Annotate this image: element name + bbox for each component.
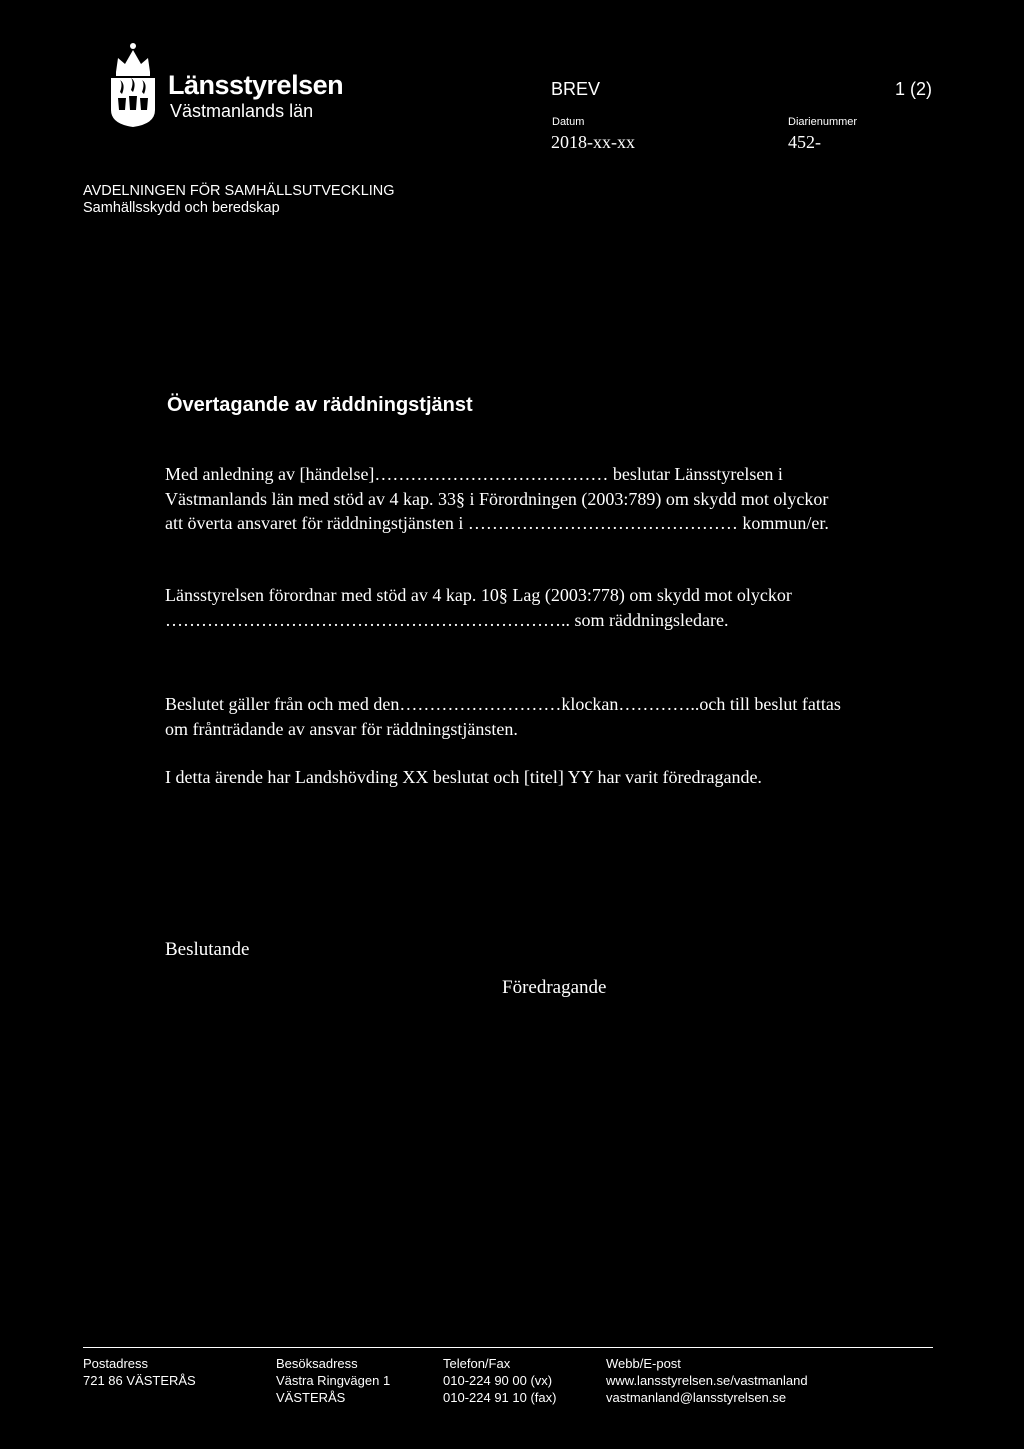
footer-phone-fax: 010-224 91 10 (fax) [443, 1390, 557, 1405]
document-title: Övertagande av räddningstjänst [167, 394, 473, 416]
footer-phone-label: Telefon/Fax [443, 1356, 511, 1371]
paragraph-takeover-decision: Med anledning av [händelse]………………………………… beslutar Länsstyrelsen i Västmanlands län med stöd av 4 kap. 33§ i Förordningen (2003:789) om skydd mot olyckor att överta ansvaret för räddningstjänsten i ……………………………………… kommun/er. [165, 464, 829, 533]
footer-visit-label: Besöksadress [276, 1356, 358, 1371]
footer-postal-label: Postadress [83, 1356, 149, 1371]
signature-decider: Beslutande [165, 939, 250, 960]
footer-phone [443, 1355, 556, 1406]
footer-postal [83, 1355, 196, 1389]
footer-web-label: Webb/E-post [606, 1356, 681, 1371]
footer-email-link[interactable]: vastmanland@lansstyrelsen.se [606, 1390, 787, 1405]
org-subtitle: Västmanlands län [170, 101, 314, 121]
org-name: Länsstyrelsen [168, 70, 344, 100]
footer-visit [276, 1355, 390, 1406]
signature-presenter: Föredragande [502, 977, 607, 998]
footer-visit-city: VÄSTERÅS [276, 1390, 346, 1405]
lansstyrelsen-crest-logo [106, 38, 160, 128]
footer-web-link[interactable]: www.lansstyrelsen.se/vastmanland [606, 1373, 808, 1388]
footer-phone-switchboard: 010-224 90 00 (vx) [443, 1373, 553, 1388]
date-value: 2018-xx-xx [551, 132, 635, 152]
footer-postal-value: 721 86 VÄSTERÅS [83, 1373, 196, 1388]
department-name: AVDELNINGEN FÖR SAMHÄLLSUTVECKLING [83, 183, 395, 199]
footer-visit-street: Västra Ringvägen 1 [276, 1373, 391, 1388]
document-type: BREV [551, 79, 601, 99]
paragraph-validity: Beslutet gäller från och med den………………………klockan…………..och till beslut fattas om frånträdande av ansvar för räddningstjänsten. [165, 694, 841, 739]
diary-number-label: Diarienummer [788, 116, 858, 128]
department-unit: Samhällsskydd och beredskap [83, 200, 280, 216]
page-number: 1 (2) [895, 79, 933, 99]
footer-divider [83, 1347, 933, 1348]
date-label: Datum [552, 116, 585, 128]
footer-web [606, 1355, 808, 1406]
diary-number-value: 452- [788, 132, 821, 152]
paragraph-rescue-leader: Länsstyrelsen förordnar med stöd av 4 kap. 10§ Lag (2003:778) om skydd mot olyckor ………………………………………………………….. som räddningsledare. [165, 585, 792, 630]
paragraph-decision-makers: I detta ärende har Landshövding XX beslutat och [titel] YY har varit föredragande. [165, 767, 762, 787]
